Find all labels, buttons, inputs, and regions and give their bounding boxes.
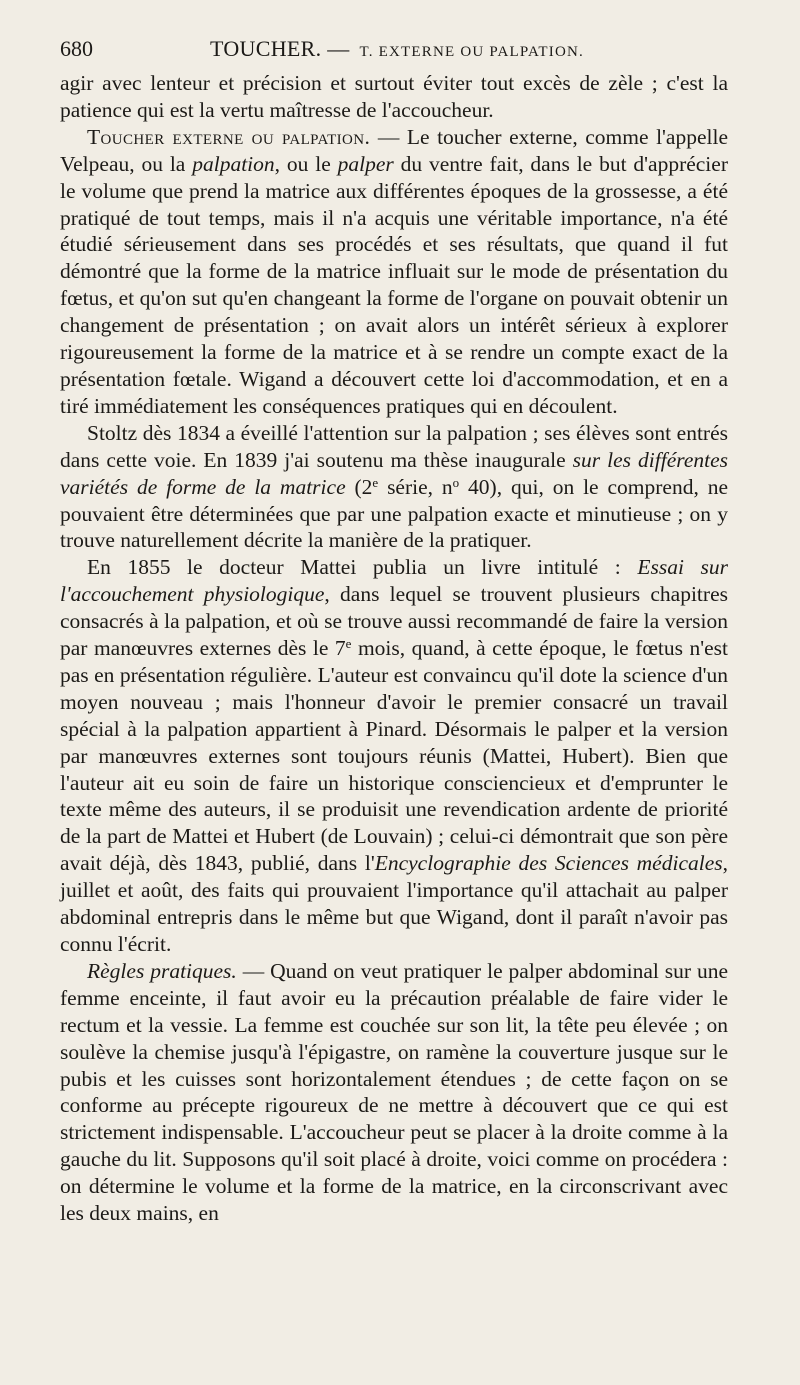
body-text xyxy=(60,70,728,1227)
paragraph-mattei xyxy=(60,554,728,958)
text-run: Stoltz dès 1834 a éveillé l'attention sur la palpation ; ses élèves sont entrés dans cette voie. En 1839 j'ai soutenu ma thèse inaugurale xyxy=(60,420,728,472)
running-title: TOUCHER. — xyxy=(210,36,350,61)
section-heading: Toucher externe ou palpation. xyxy=(87,124,371,149)
italic-title: Essai sur l'accouchement physiologique xyxy=(60,555,729,607)
text-run: 40), qui, on le comprend, ne pouvaient être déterminées que par une palpation exacte et minutieuse ; on y trouve naturellement décrite la manière de la pratiquer. xyxy=(60,474,728,553)
text-run: — Quand on veut pratiquer le palper abdominal sur une femme enceinte, il faut avoir eu la précaution préalable de faire vider le rectum et la vessie. La femme est couchée sur son lit, la tête peu élevée ; on soulève la chemise jusqu'à l'épigastre, on ramène la couverture jusque sur le pubis et les cuisses sont horizontalement étendues ; de cette façon on se conforme au précepte rigoureux de ne mettre à découvert que ce qui est strictement indispensable. L'accoucheur peut se placer à la droite comme à la gauche du lit. Supposons qu'il soit placé à droite, voici comme on procédera : on détermine le volume et la forme de la matrice, en la circonscrivant avec les deux mains, en xyxy=(60,958,728,1226)
running-subtitle: T. EXTERNE OU PALPATION. xyxy=(359,44,585,60)
text-run: série, n xyxy=(378,474,453,499)
text-run: , juillet et août, des faits qui prouvaient l'importance qu'il attachait au palper abdominal entrepris dans le même but que Wigand, dont il paraît n'avoir pas connu l'écrit. xyxy=(60,851,728,956)
paragraph-regles xyxy=(60,958,728,1227)
text-run: — Le toucher externe, comme l'appelle Velpeau, ou la xyxy=(60,124,728,176)
text-run: En 1855 le docteur Mattei publia un livre intitulé : xyxy=(87,555,638,580)
page-number: 680 xyxy=(60,36,93,61)
text-run: du ventre fait, dans le but d'apprécier le volume que prend la matrice aux différentes époques de la grossesse, a été pratiqué de tout temps, mais il n'a acquis une véritable importance, n'a été étudié sérieusement dans ses procédés et ses résultats, que quand il fut démontré que la forme de la matrice influait sur le mode de présentation du fœtus, et qu'on sut qu'en changeant la forme de l'organe on pouvait obtenir un changement de présentation ; on avait alors un intérêt sérieux à explorer rigoureusement la forme de la matrice et à se rendre un compte exact de la présentation fœtale. Wigand a découvert cette loi d'accommodation, et en a tiré immédiatement les conséquences pratiques qui en découlent. xyxy=(60,151,728,418)
paragraph-stoltz xyxy=(60,420,728,555)
text-run: (2 xyxy=(345,474,373,499)
superscript: o xyxy=(452,474,460,490)
italic-term: palpation xyxy=(192,151,275,176)
italic-term: palper xyxy=(337,151,394,176)
subsection-heading: Règles pratiques. xyxy=(87,958,237,983)
superscript: e xyxy=(372,474,379,490)
paragraph-palpation xyxy=(60,124,728,420)
italic-title: Encyclographie des Sciences médicales xyxy=(374,851,723,876)
text-run: , ou le xyxy=(274,151,338,176)
running-header xyxy=(60,34,728,64)
paragraph-continuation: agir avec lenteur et précision et surtout éviter tout excès de zèle ; c'est la patience qui est la vertu maîtresse de l'accoucheur. xyxy=(60,71,728,122)
text-run: , dans lequel se trouvent plusieurs chapitres consacrés à la palpation, et où se trouve aussi recommandé de faire la version par manœuvres externes dès le 7 xyxy=(60,582,728,661)
italic-title: sur les différentes variétés de forme de la matrice xyxy=(60,447,728,499)
book-page xyxy=(60,34,728,1227)
superscript: e xyxy=(345,636,352,652)
text-run: mois, quand, à cette époque, le fœtus n'est pas en présentation régulière. L'auteur est convaincu qu'il dote la science d'un moyen nouveau ; mais l'honneur d'avoir le premier consacré un travail spécial à la palpation appartient à Pinard. Désormais le palper et la version par manœuvres externes sont toujours réunis (Mattei, Hubert). Bien que l'auteur ait eu soin de faire un historique consciencieux et d'emprunter le texte même des auteurs, il se produisit une revendication ardente de priorité de la part de Mattei et Hubert (de Louvain) ; celui-ci démontrait que son père avait déjà, dès 1843, publié, dans l' xyxy=(60,636,729,876)
